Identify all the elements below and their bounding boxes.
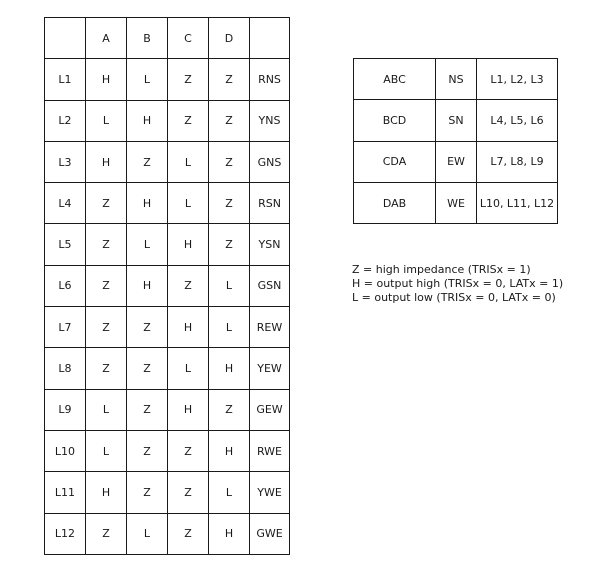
pin-d-state-cell: Z: [209, 224, 250, 265]
table-row: [45, 183, 290, 224]
pin-group-table: [353, 58, 558, 224]
led-label-cell: L6: [45, 265, 86, 306]
pin-a-state-cell: L: [86, 100, 127, 141]
pin-b-state-cell: H: [127, 265, 168, 306]
pin-a-state-cell: Z: [86, 513, 127, 554]
signal-code-cell: GSN: [250, 265, 290, 306]
signal-code-cell: REW: [250, 307, 290, 348]
pin-group-cell: CDA: [354, 141, 436, 182]
pin-d-state-cell: Z: [209, 59, 250, 100]
signal-code-cell: GWE: [250, 513, 290, 554]
table-row: [354, 182, 558, 223]
legend-line-l: L = output low (TRISx = 0, LATx = 0): [352, 291, 556, 304]
header-cell-a: A: [86, 18, 127, 59]
led-label-cell: L2: [45, 100, 86, 141]
pin-c-state-cell: Z: [168, 513, 209, 554]
pin-d-state-cell: L: [209, 472, 250, 513]
table-row: [45, 307, 290, 348]
pin-c-state-cell: H: [168, 389, 209, 430]
pin-a-state-cell: L: [86, 430, 127, 471]
table-row: [45, 472, 290, 513]
table-header-row: [45, 18, 290, 59]
table-row: [45, 348, 290, 389]
pin-c-state-cell: L: [168, 141, 209, 182]
pin-a-state-cell: Z: [86, 265, 127, 306]
pin-b-state-cell: L: [127, 224, 168, 265]
led-label-cell: L7: [45, 307, 86, 348]
signal-code-cell: RWE: [250, 430, 290, 471]
legend-line-z: Z = high impedance (TRISx = 1): [352, 263, 531, 276]
led-list-cell: L4, L5, L6: [477, 100, 558, 141]
pin-a-state-cell: Z: [86, 224, 127, 265]
led-list-cell: L7, L8, L9: [477, 141, 558, 182]
pin-a-state-cell: H: [86, 59, 127, 100]
led-label-cell: L3: [45, 141, 86, 182]
table-row: [354, 100, 558, 141]
led-label-cell: L4: [45, 183, 86, 224]
pin-a-state-cell: L: [86, 389, 127, 430]
pin-b-state-cell: H: [127, 100, 168, 141]
direction-cell: SN: [436, 100, 477, 141]
table-row: [45, 141, 290, 182]
led-label-cell: L8: [45, 348, 86, 389]
table-row: [45, 224, 290, 265]
table-row: [354, 141, 558, 182]
pin-a-state-cell: Z: [86, 183, 127, 224]
pin-c-state-cell: Z: [168, 100, 209, 141]
header-cell-d: D: [209, 18, 250, 59]
pin-b-state-cell: H: [127, 183, 168, 224]
pin-c-state-cell: L: [168, 348, 209, 389]
pin-b-state-cell: Z: [127, 430, 168, 471]
pin-group-cell: BCD: [354, 100, 436, 141]
pin-b-state-cell: Z: [127, 389, 168, 430]
pin-d-state-cell: Z: [209, 389, 250, 430]
pin-d-state-cell: L: [209, 265, 250, 306]
signal-code-cell: YSN: [250, 224, 290, 265]
signal-code-cell: RNS: [250, 59, 290, 100]
led-label-cell: L12: [45, 513, 86, 554]
pin-b-state-cell: Z: [127, 348, 168, 389]
signal-code-cell: YEW: [250, 348, 290, 389]
direction-cell: WE: [436, 182, 477, 223]
pin-a-state-cell: H: [86, 472, 127, 513]
led-state-table-body: [45, 18, 290, 555]
pin-group-cell: DAB: [354, 182, 436, 223]
signal-code-cell: GNS: [250, 141, 290, 182]
pin-c-state-cell: Z: [168, 265, 209, 306]
pin-c-state-cell: H: [168, 307, 209, 348]
signal-code-cell: YWE: [250, 472, 290, 513]
direction-cell: EW: [436, 141, 477, 182]
direction-cell: NS: [436, 59, 477, 100]
pin-group-cell: ABC: [354, 59, 436, 100]
pin-b-state-cell: L: [127, 59, 168, 100]
table-row: [45, 430, 290, 471]
header-cell-code: [250, 18, 290, 59]
state-legend: [352, 263, 563, 305]
table-row: [45, 513, 290, 554]
pin-b-state-cell: Z: [127, 141, 168, 182]
table-row: [45, 100, 290, 141]
led-state-table: [44, 17, 290, 555]
pin-c-state-cell: Z: [168, 430, 209, 471]
header-cell-c: C: [168, 18, 209, 59]
led-label-cell: L1: [45, 59, 86, 100]
signal-code-cell: RSN: [250, 183, 290, 224]
signal-code-cell: YNS: [250, 100, 290, 141]
led-label-cell: L10: [45, 430, 86, 471]
pin-group-table-body: [354, 59, 558, 224]
pin-c-state-cell: Z: [168, 472, 209, 513]
pin-a-state-cell: Z: [86, 307, 127, 348]
table-row: [45, 59, 290, 100]
led-list-cell: L10, L11, L12: [477, 182, 558, 223]
table-row: [45, 389, 290, 430]
legend-line-h: H = output high (TRISx = 0, LATx = 1): [352, 277, 564, 290]
led-label-cell: L5: [45, 224, 86, 265]
pin-d-state-cell: H: [209, 348, 250, 389]
table-row: [354, 59, 558, 100]
led-list-cell: L1, L2, L3: [477, 59, 558, 100]
pin-b-state-cell: Z: [127, 472, 168, 513]
pin-c-state-cell: L: [168, 183, 209, 224]
pin-d-state-cell: Z: [209, 141, 250, 182]
signal-code-cell: GEW: [250, 389, 290, 430]
pin-c-state-cell: H: [168, 224, 209, 265]
pin-a-state-cell: Z: [86, 348, 127, 389]
pin-b-state-cell: Z: [127, 307, 168, 348]
pin-d-state-cell: H: [209, 430, 250, 471]
pin-c-state-cell: Z: [168, 59, 209, 100]
pin-d-state-cell: H: [209, 513, 250, 554]
pin-d-state-cell: Z: [209, 183, 250, 224]
led-label-cell: L9: [45, 389, 86, 430]
pin-b-state-cell: L: [127, 513, 168, 554]
pin-d-state-cell: Z: [209, 100, 250, 141]
header-cell-b: B: [127, 18, 168, 59]
header-cell-corner: [45, 18, 86, 59]
pin-a-state-cell: H: [86, 141, 127, 182]
pin-d-state-cell: L: [209, 307, 250, 348]
table-row: [45, 265, 290, 306]
led-label-cell: L11: [45, 472, 86, 513]
